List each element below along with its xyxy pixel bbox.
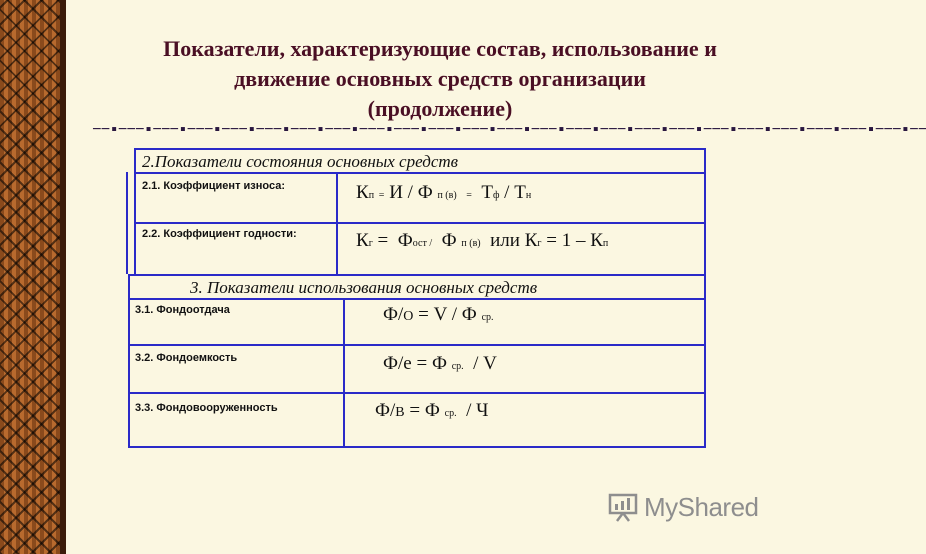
title-line-1: Показатели, характеризующие состав, использование и <box>163 36 717 61</box>
section3-row-line-2 <box>128 392 704 394</box>
section2-row-line <box>134 222 704 224</box>
title-line-3: (продолжение) <box>367 96 513 121</box>
section3-column-line <box>343 298 345 446</box>
section3-heading: 3. Показатели использования основных средств <box>190 278 538 297</box>
capital-intensity-label: 3.2. Фондоемкость <box>135 352 238 364</box>
fitness-coefficient-label: 2.2. Коэффициент годности: <box>142 228 297 240</box>
wear-coefficient-formula: Кп = И / Ф п (в) = Тф / Тн <box>356 182 532 203</box>
watermark-text: MyShared <box>644 491 759 522</box>
dashed-divider: −−▪−−−▪−−−▪−−−▪−−−▪−−−▪−−−▪−−−▪−−−▪−−−▪−−−▪−−−▪−−−▪−−−▪−−−▪−−−▪−−−▪−−−▪−−−▪−−−▪−−−▪−−−▪−−−▪−−−▪−− <box>92 121 926 139</box>
myshared-watermark <box>608 490 759 524</box>
section3-header-line <box>128 298 704 300</box>
capital-productivity-formula: Ф/О = V / Ф ср. <box>383 304 494 325</box>
section2-left-outer-line <box>126 172 128 274</box>
fitness-coefficient-formula: Кг = Фост / Ф п (в) или Кг = 1 – Кп <box>356 230 609 251</box>
slide-title <box>90 34 790 124</box>
capital-labor-ratio-formula: Ф/В = Ф ср. / Ч <box>375 400 489 421</box>
capital-intensity-formula: Ф/е = Ф ср. / V <box>383 353 497 374</box>
capital-labor-ratio-label: 3.3. Фондовооруженность <box>135 402 278 414</box>
section2-header-line <box>134 172 704 174</box>
section2-column-line <box>336 172 338 274</box>
capital-productivity-label: 3.1. Фондоотдача <box>135 304 230 316</box>
section3-row-line-1 <box>128 344 704 346</box>
wear-coefficient-label: 2.1. Коэффициент износа: <box>142 180 285 192</box>
decorative-border <box>0 0 66 554</box>
title-line-2: движение основных средств организации <box>234 66 646 91</box>
presentation-board-icon <box>608 492 638 522</box>
section2-heading: 2.Показатели состояния основных средств <box>142 152 459 171</box>
